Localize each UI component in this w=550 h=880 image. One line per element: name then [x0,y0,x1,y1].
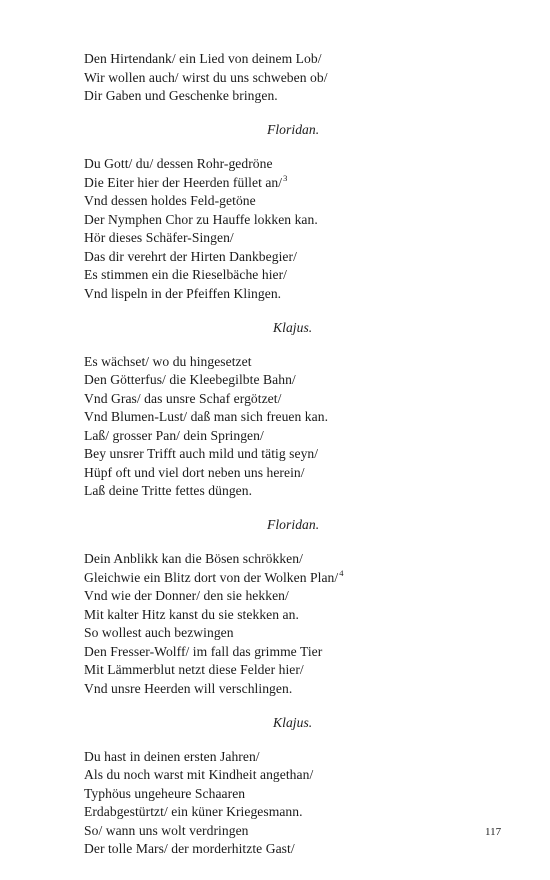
verse-line [84,766,504,785]
verse-line [84,643,504,662]
verse-text: Als du noch warst mit Kindheit angethan/ [84,767,314,782]
footnote-marker: 4 [339,567,344,578]
stanza-gap [84,501,504,517]
verse-text: Vnd wie der Donner/ den sie hekken/ [84,588,289,603]
verse-text: Du hast in deinen ersten Jahren/ [84,748,260,764]
verse-line [84,192,504,211]
verse-line [84,174,504,193]
verse-line [84,390,504,409]
verse-text: Gleichwie ein Blitz dort von der Wolken Plan/ [84,569,339,585]
stanza-gap [84,535,504,551]
verse-line [84,661,504,680]
verse-text: Vnd Gras/ das unsre Schaf ergötzet/ [84,390,282,406]
verse-text: Erdabgestürtzt/ ein küner Kriegesmann. [84,804,303,819]
verse-text: Den Hirtendank/ ein Lied von deinem Lob/ [84,51,322,66]
verse-line [84,606,504,625]
verse-text: Dein Anblikk kan die Bösen schrökken/ [84,551,303,566]
verse-line [84,87,504,106]
verse-text: Vnd unsre Heerden will verschlingen. [84,680,293,696]
verse-line [84,680,504,699]
verse-text: Dir Gaben und Geschenke bringen. [84,88,278,103]
verse-text: Es wächset/ wo du hingesetzet [84,353,252,369]
stanza-gap [84,337,504,353]
stanza-gap [84,140,504,156]
verse-line [84,624,504,643]
verse-line [84,785,504,804]
verse-text: Laß deine Tritte fettes düngen. [84,483,253,498]
verse-line [84,587,504,606]
speaker-name: Floridan. [267,517,320,532]
verse-text: Vnd Blumen-Lust/ daß man sich freuen kan. [84,409,329,424]
speaker-name: Floridan. [267,122,320,137]
verse-text: Der tolle Mars/ der morderhitzte Gast/ [84,841,295,856]
stanza-gap [84,698,504,714]
verse-line [84,211,504,230]
verse-text: Den Fresser-Wolff/ im fall das grimme Tier [84,643,323,659]
verse-text: Die Eiter hier der Heerden füllet an/ [84,174,283,190]
verse-text: Der Nymphen Chor zu Hauffe lokken kan. [84,211,318,227]
verse-text: Bey unsrer Trifft auch mild und tätig seyn/ [84,446,319,461]
stanza-gap [84,732,504,748]
verse-line [84,482,504,501]
verse-line [84,285,504,304]
speaker-name: Klajus. [273,714,313,730]
verse-text: Vnd lispeln in der Pfeiffen Klingen. [84,285,282,301]
verse-text: Den Götterfus/ die Kleebegilbte Bahn/ [84,372,296,387]
verse-line [84,464,504,483]
verse-line [84,229,504,248]
stanza-gap [84,106,504,122]
verse-line [84,550,504,569]
verse-line [84,822,504,841]
verse-text: Mit kalter Hitz kanst du sie stekken an. [84,606,299,622]
verse-text: Laß/ grosser Pan/ dein Springen/ [84,427,264,443]
footnote-marker: 3 [283,172,288,183]
verse-text: Du Gott/ du/ dessen Rohr-gedröne [84,156,273,171]
verse-line [84,69,504,88]
verse-line [84,266,504,285]
verse-text: Mit Lämmerblut netzt diese Felder hier/ [84,662,304,677]
stanza-gap [84,303,504,319]
verse-line [84,569,504,588]
verse-text: Wir wollen auch/ wirst du uns schweben ob/ [84,69,328,85]
verse-line [84,748,504,767]
verse-text: So wollest auch bezwingen [84,625,234,640]
verse-text: Hüpf oft und viel dort neben uns herein/ [84,464,305,480]
verse-line [84,840,504,859]
verse-line [84,50,504,69]
verse-text: Es stimmen ein die Rieselbäche hier/ [84,267,288,282]
verse-line [84,803,504,822]
speaker-name: Klajus. [273,319,313,335]
verse-text: Vnd dessen holdes Feld-getöne [84,193,256,208]
verse-line [84,445,504,464]
verse-line [84,248,504,267]
verse-line [84,371,504,390]
verse-text: So/ wann uns wolt verdringen [84,822,249,838]
verse-line [84,408,504,427]
verse-text: Typhöus ungeheure Schaaren [84,785,246,801]
poem-text [84,50,504,859]
page-number: 117 [485,826,502,838]
verse-line [84,427,504,446]
verse-line [84,353,504,372]
verse-text: Hör dieses Schäfer-Singen/ [84,230,234,245]
verse-line [84,155,504,174]
verse-text: Das dir verehrt der Hirten Dankbegier/ [84,248,297,264]
